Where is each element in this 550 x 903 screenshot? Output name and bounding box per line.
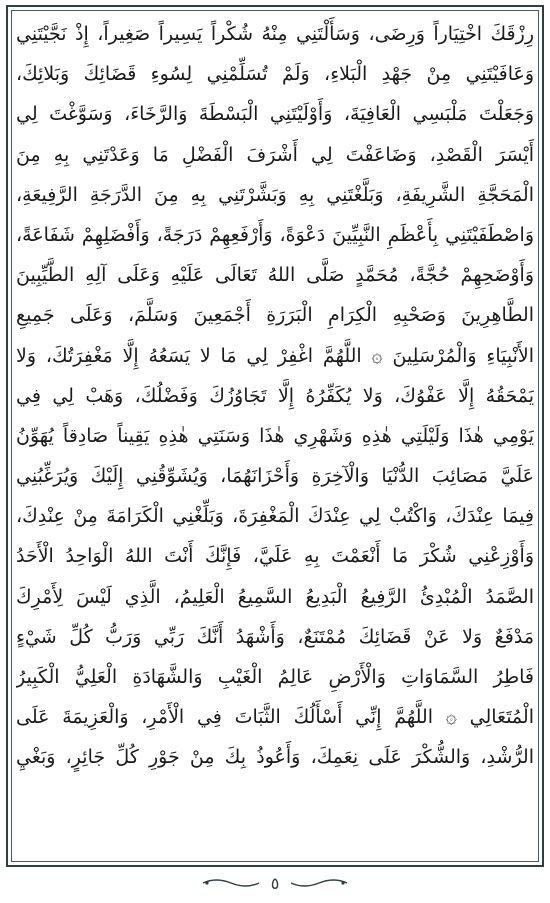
text-line: عَلَيَّ مَصَائِبَ الدُّنْيَا وَالْآخِرَةِ وَأَحْزَانَهُمَا، وَيُشَوِّقُنِي إِلَيْكَ وَيُرَغِّبُنِي (16, 465, 534, 488)
text-line: وَعَافَيْتَنِي مِنْ جَهْدِ الْبَلاءِ، وَلَمْ تُسَلِّمْنِي لِسُوءِ قَضَائِكَ وَبَلائِكَ، (16, 63, 534, 86)
text-line: فِيمَا عِنْدَكَ، وَاكْتُبْ لِي عِنْدَكَ الْمَغْفِرَةَ، وَبَلِّغْنِي الْكَرَامَةَ مِنْ عِنْدِكَ، (16, 505, 534, 528)
page-number: ٥ (270, 873, 280, 893)
text-line: مَدْفَعٌ وَلا عَنْ قَضَائِكَ مُمْتَنَعٌ، وَأَشْهَدُ أَنَّكَ رَبِّي وَرَبُّ كُلِّ شَيْءٍ (16, 625, 534, 648)
text-line: أَيْسَرَ الْقَصْدِ، وَضَاعَفْتَ لِي أَشْرَفَ الْفَضْلِ مَا وَعَدْتَنِي بِهِ مِنَ (16, 143, 534, 166)
text-line: فَاطِرُ السَّمَاوَاتِ وَالْأَرْضِ عَالِمُ الْغَيْبِ وَالشَّهَادَةِ الْعَلِيُّ الْكَبِيرُ (16, 666, 534, 688)
page-footer (0, 868, 550, 898)
text-line: يَمْحَقُهُ إِلَّا عَفْوُكَ، وَلا يُكَفِّرُهُ إِلَّا تَجَاوُزُكَ وَفَضْلُكَ، وَهَبْ لِي فِي (16, 384, 534, 407)
ornament-right-icon (289, 877, 349, 889)
text-line: الأَنْبِيَاءِ وَالْمُرْسَلِينَ ۞ اللَّهُمَّ اغْفِرْ لِي مَا لا يَسَعُهُ إِلَّا مَغْفِرَتُكَ، وَلا (16, 344, 534, 367)
text-line: وَأَوْضَحِهِمْ حُجَّةً، مُحَمَّدٍ صَلَّى اللهُ تَعَالَى عَلَيْهِ وَعَلَى آلِهِ الطَّيِّبِينَ (16, 264, 534, 287)
ornament-left-icon (201, 877, 261, 889)
text-line: الْمُتَعَالِي ۞ اللَّهُمَّ إِنِّي أَسْأَلُكَ الثَّبَاتَ فِي الْأَمْرِ، وَالْعَزِيمَةَ عَلَى (16, 706, 534, 729)
text-line: الرُّشْدِ، وَالشُّكْرَ عَلَى نِعَمِكَ، وَأَعُوذُ بِكَ مِنْ جَوْرِ كُلِّ جَائِرٍ، وَبَغْيِ (16, 746, 534, 769)
text-line: يَوْمِي هٰذَا وَلَيْلَتِي هٰذِهِ وَشَهْرِي هٰذَا وَسَنَتِي هٰذِهِ يَقِيناً صَادِقاً يُهَوِّنُ (16, 424, 534, 447)
text-line: وَأَوْزِعْنِي شُكْرَ مَا أَنْعَمْتَ بِهِ عَلَيَّ، فَإِنَّكَ أَنْتَ اللهُ الْوَاحِدُ الْأَحَدُ (16, 545, 534, 568)
text-line: رِزْقَكَ اخْتِيَاراً وَرِضَى، وَسَأَلْتَنِي مِنْهُ شُكْراً يَسِيراً صَغِيراً، إِذْ نَجَّيْتَنِي (16, 23, 534, 45)
text-line: وَاصْطَفَيْتَنِي بِأَعْظَمِ النَّبِيِّينَ دَعْوَةً، وَأَرْفَعِهِمْ دَرَجَةً، وَأَفْضَلِهِمْ شَفَاعَةً، (16, 223, 534, 246)
text-line: الصَّمَدُ الْمُبْدِئُ الرَّفِيعُ الْبَدِيعُ السَّمِيعُ الْعَلِيمُ، الَّذِي لَيْسَ لِأَمْرِكَ (16, 585, 534, 608)
text-line: الْمَحَجَّةِ الشَّرِيفَةِ، وَبَلَّغْتَنِي بِهِ وَبَشَّرْتَنِي بِهِ مِنَ الدَّرَجَةِ الرَّفِيعَةِ، (16, 183, 534, 206)
text-line: وَجَعَلْتَ مَلْبَسِي الْعَافِيَةَ، وَأَوْلَيْتَنِي الْبَسْطَةَ وَالرَّخَاءَ، وَسَوَّغْتَ لِي (16, 103, 534, 126)
text-line: الطَّاهِرِينَ وَصَحْبِهِ الْكِرَامِ الْبَرَرَةِ أَجْمَعِينَ وَسَلَّمَ، وَعَلَى جَمِيعِ (16, 304, 534, 327)
page-body (16, 14, 534, 860)
